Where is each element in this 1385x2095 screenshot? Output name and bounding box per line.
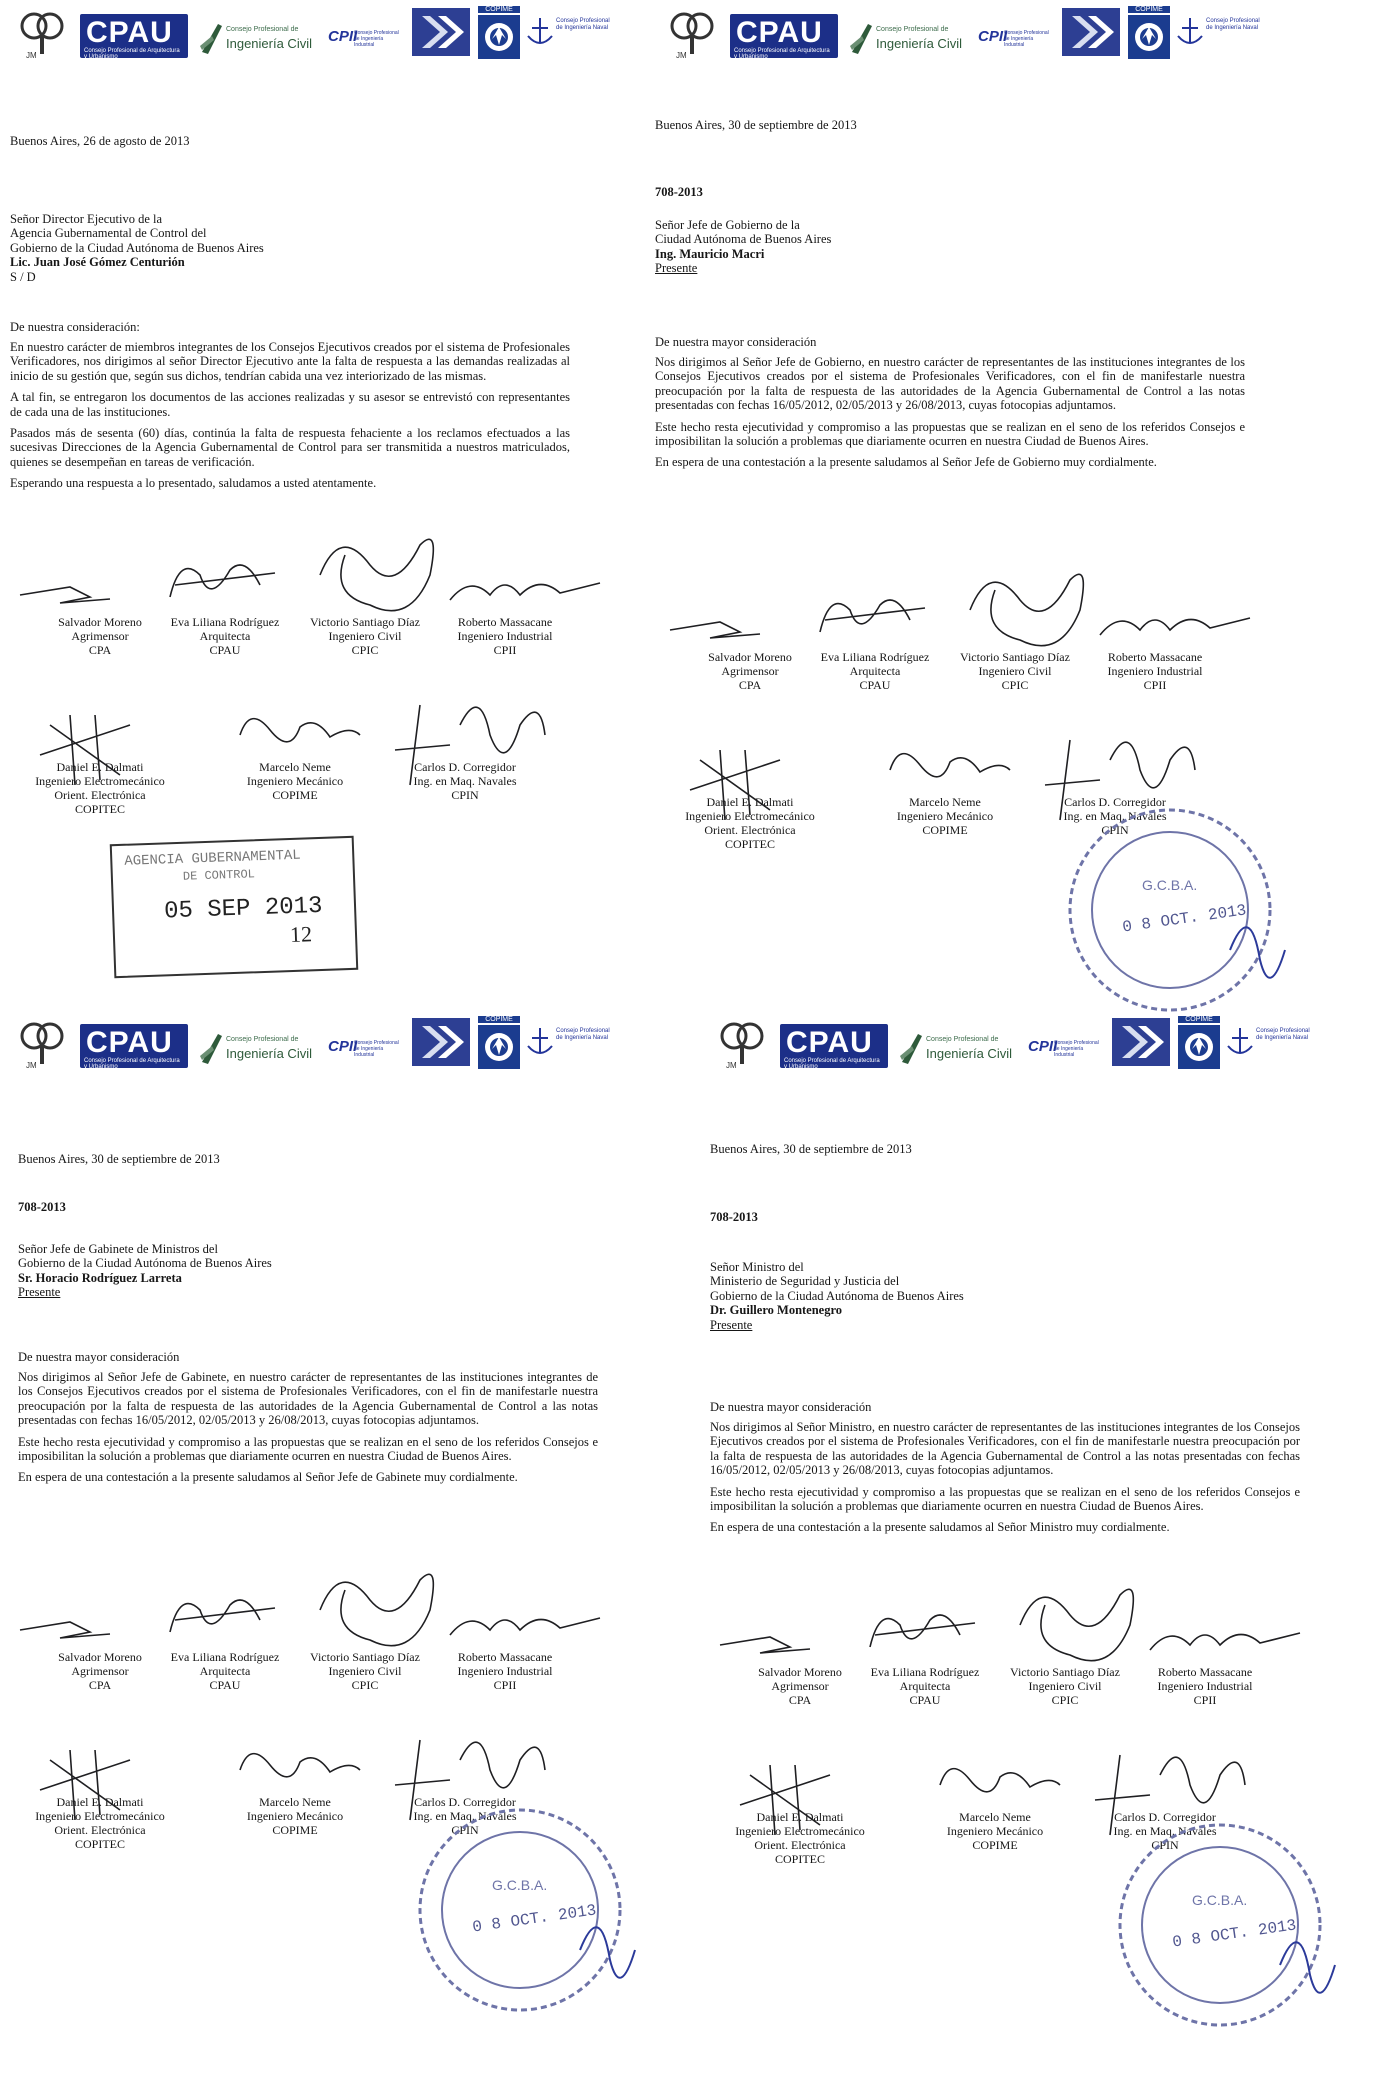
signatory-title: Agrimensor (71, 1664, 129, 1678)
letter-date: Buenos Aires, 30 de septiembre de 2013 (18, 1152, 220, 1166)
signatory-org: CPII (493, 1678, 517, 1692)
cpau-logo (80, 1016, 190, 1072)
copime-logo (478, 6, 522, 62)
signatory-title: Ingeniero Civil (328, 629, 402, 643)
letter-page (650, 0, 1342, 1047)
signature-stroke (170, 565, 275, 597)
signatory-org: CPII (1143, 678, 1167, 692)
signatory-org: COPIME (922, 823, 968, 837)
recipient-line: Señor Jefe de Gobierno de la (655, 218, 800, 232)
cpau-logo-text: CPAU (786, 1026, 873, 1059)
signature-stroke (320, 1574, 433, 1645)
signatory (395, 760, 535, 802)
arrows-logo (1112, 1016, 1174, 1072)
signatory-title: Ing. en Maq. Navales (413, 1809, 517, 1823)
letter-body (10, 340, 570, 498)
stamp-gcba-text: G.C.B.A. (1192, 1892, 1248, 1908)
signatory-name: Roberto Massacane (1157, 1665, 1253, 1679)
signatory (155, 1650, 295, 1692)
stamp-date: 0 8 OCT. 2013 (471, 1901, 598, 1937)
signatory-name: Victorio Santiago Díaz (310, 615, 420, 629)
signatory (435, 1650, 575, 1692)
cpic-logo-line2: Ingeniería Civil (926, 1046, 1012, 1061)
signatory-name: Victorio Santiago Díaz (310, 1650, 420, 1664)
naval-logo-text: Consejo Profesional de Ingeniería Naval (1256, 1028, 1310, 1041)
signature-stroke (720, 1637, 810, 1653)
signatory-name: Eva Liliana Rodríguez (870, 1665, 980, 1679)
signatory-name: Victorio Santiago Díaz (960, 650, 1070, 664)
letter-date: Buenos Aires, 26 de agosto de 2013 (10, 134, 190, 148)
signatory-title: Ingeniero Electromecánico (735, 1824, 865, 1838)
signature-stroke (820, 600, 925, 632)
signatory-org: COPITEC (74, 1837, 125, 1851)
body-paragraph: En espera de una contestación a la presente saludamos al Señor Jefe de Gabinete muy cordialmente. (18, 1470, 518, 1485)
signature-stroke (20, 587, 110, 603)
signatory-org: COPIME (972, 1838, 1018, 1852)
recipient-line: Señor Jefe de Gabinete de Ministros del (18, 1242, 218, 1256)
signatory-title: Ingeniero Civil (1028, 1679, 1102, 1693)
cpa-logo (668, 6, 728, 62)
cpa-logo (18, 6, 78, 62)
salutation: De nuestra mayor consideración (655, 335, 817, 349)
letterhead-logos (718, 1016, 1378, 1072)
letter-body (18, 1370, 598, 1492)
signature-stroke (1100, 618, 1250, 635)
signatory-org: CPIC (351, 1678, 379, 1692)
copime-logo-text: COPIME (478, 6, 520, 13)
signatory-org: COPITEC (724, 837, 775, 851)
signatory-org: CPIN (451, 1823, 479, 1837)
signatory-org: CPII (1193, 1693, 1217, 1707)
signatory-title: Ingeniero Electromecánico (35, 1809, 165, 1823)
cpic-logo (198, 1016, 318, 1072)
signatory-org: CPIC (1001, 678, 1029, 692)
letter-page (700, 1010, 1385, 2057)
signatory-title: Ingeniero Industrial (1107, 664, 1203, 678)
cpic-logo-line1: Consejo Profesional de (926, 1036, 999, 1043)
reference-number: 708-2013 (18, 1200, 66, 1214)
cpii-logo (1028, 1016, 1108, 1072)
letterhead-logos (668, 6, 1328, 62)
signatory-name: Salvador Moreno (758, 1665, 842, 1679)
svg-text:JM: JM (26, 1061, 37, 1070)
signatory-title: Agrimensor (71, 629, 129, 643)
signatory (680, 795, 820, 851)
signatory-title: Ingeniero Electromecánico (35, 774, 165, 788)
signature-stroke (450, 583, 600, 600)
cpii-logo (328, 6, 408, 62)
cpau-logo (80, 6, 190, 62)
recipient-block (655, 218, 1275, 276)
stamp-line1: AGENCIA GUBERNAMENTAL (124, 847, 301, 870)
signatory-title: Ingeniero Industrial (1157, 1679, 1253, 1693)
signatory-org: CPAU (909, 1693, 941, 1707)
arrows-logo (412, 1016, 474, 1072)
signatory-name: Eva Liliana Rodríguez (170, 615, 280, 629)
stamp-initials (1230, 927, 1285, 978)
signatory-name: Carlos D. Corregidor (1114, 1810, 1216, 1824)
signatory-org: CPIN (451, 788, 479, 802)
signatory-title: Arquitecta (199, 629, 251, 643)
letter-page (0, 0, 692, 1047)
signatory (995, 1665, 1135, 1707)
reference-number: 708-2013 (710, 1210, 758, 1224)
svg-text:JM: JM (26, 51, 37, 60)
signature-stroke (20, 1622, 110, 1638)
signatory-name: Roberto Massacane (457, 615, 553, 629)
signatory (680, 650, 820, 692)
body-paragraph: Pasados más de sesenta (60) días, continúa la falta de respuesta fehaciente a los reclamos efectuados a las sucesivas Direcciones de la Agencia Gubernamental de Control para ser transmitida a nuestros matriculados, quienes se desempeñan en tareas de verificación. (10, 426, 570, 469)
copime-logo (1178, 1016, 1222, 1072)
gcba-round-stamp (1110, 1815, 1350, 2055)
gcba-round-stamp (1060, 800, 1300, 1040)
signatory-name: Carlos D. Corregidor (414, 1795, 516, 1809)
recipient-name: Ing. Mauricio Macri (655, 246, 765, 261)
recipient-line: Agencia Gubernamental de Control del (10, 226, 207, 241)
signature-stroke (890, 754, 1010, 777)
cpic-logo (198, 6, 318, 62)
letterhead-logos (18, 6, 678, 62)
signatory-title: Ingeniero Mecánico (246, 1809, 344, 1823)
signatory-title: Arquitecta (849, 664, 901, 678)
gcba-round-stamp (410, 1800, 650, 2040)
signatory-org: COPIME (272, 788, 318, 802)
body-paragraph: En nuestro carácter de miembros integrantes de los Consejos Ejecutivos creados por el sistema de Profesionales Verificadores, nos dirigimos al señor Director Ejecutivo ante la falta de respuesta a las demandas realizadas al inicio de su gestión que, según sus dichos, tendrían cabida una vez interiorizado de las mismas. (10, 340, 570, 383)
recipient-line: Gobierno de la Ciudad Autónoma de Buenos Aires (710, 1288, 964, 1303)
cpau-logo (780, 1016, 890, 1072)
signatory-name: Marcelo Neme (259, 1795, 331, 1809)
recipient-name: Lic. Juan José Gómez Centurión (10, 255, 185, 270)
cpii-logo-text: CPII (978, 28, 1008, 45)
signature-stroke (170, 1600, 275, 1632)
signatory-name: Carlos D. Corregidor (1064, 795, 1166, 809)
svg-text:JM: JM (726, 1061, 737, 1070)
recipient-line: Gobierno de la Ciudad Autónoma de Buenos Aires (10, 240, 264, 255)
signatory (730, 1665, 870, 1707)
signatory-title: Ingeniero Mecánico (246, 774, 344, 788)
naval-logo (526, 6, 616, 62)
arrows-logo (1062, 6, 1124, 62)
signatory (925, 1810, 1065, 1852)
recipient-closing: S / D (10, 269, 36, 284)
signatory-org: CPA (788, 1693, 812, 1707)
signatory-org: CPA (88, 643, 112, 657)
cpic-logo-line2: Ingeniería Civil (226, 36, 312, 51)
signature-stroke (450, 1618, 600, 1635)
stamp-date: 0 8 OCT. 2013 (1171, 1916, 1298, 1952)
signatory-name: Daniel E. Dalmati (56, 760, 144, 774)
salutation: De nuestra consideración: (10, 320, 140, 334)
letter-page (0, 1010, 692, 2057)
signature-stroke (320, 539, 433, 610)
signatory (30, 1795, 170, 1851)
signatory (945, 650, 1085, 692)
signatory-name: Eva Liliana Rodríguez (170, 1650, 280, 1664)
copime-logo (478, 1016, 522, 1072)
recipient-closing: Presente (655, 261, 698, 276)
signatory (155, 615, 295, 657)
cpic-logo-line2: Ingeniería Civil (876, 36, 962, 51)
recipient-line: Ciudad Autónoma de Buenos Aires (655, 232, 832, 247)
signatory-title: Ingeniero Civil (978, 664, 1052, 678)
cpii-logo-subtitle: Consejo Profesional de Ingeniería Industrial (1054, 1040, 1099, 1058)
letter-body (710, 1420, 1300, 1542)
signatory (225, 1795, 365, 1837)
signature-stroke (870, 1615, 975, 1647)
body-paragraph: En espera de una contestación a la presente saludamos al Señor Jefe de Gobierno muy cordialmente. (655, 455, 1157, 470)
recipient-block (10, 212, 570, 284)
body-paragraph: Este hecho resta ejecutividad y compromiso a las propuestas que se realizan en el seno de los referidos Consejos e imposibilitan la solución a problemas que diariamente ocurren en nuestra Ciudad de Buenos Aires. (710, 1484, 1300, 1514)
recipient-closing: Presente (18, 1285, 61, 1300)
recipient-closing: Presente (710, 1317, 753, 1332)
signatory-title: Ingeniero Industrial (457, 1664, 553, 1678)
cpa-logo (18, 1016, 78, 1072)
signatory-title: Ing. en Maq. Navales (1113, 1824, 1217, 1838)
stamp-frame (110, 836, 359, 978)
signatory-org: CPA (738, 678, 762, 692)
signatory-org: CPAU (209, 1678, 241, 1692)
signature-stroke (1020, 1589, 1133, 1660)
signatory-name: Marcelo Neme (959, 1810, 1031, 1824)
signatory (225, 760, 365, 802)
body-paragraph: A tal fin, se entregaron los documentos de las acciones realizadas y su asesor se entrevistó con representantes de cada una de las instituciones. (10, 390, 570, 419)
cpic-logo-line1: Consejo Profesional de (876, 26, 949, 33)
signatory (875, 795, 1015, 837)
letter-body (655, 355, 1245, 477)
signatory-title: Ingeniero Mecánico (946, 1824, 1044, 1838)
cpii-logo-subtitle: Consejo Profesional de Ingeniería Industrial (354, 30, 399, 48)
cpau-logo-subtitle: Consejo Profesional de Arquitectura y Urbanismo (784, 1058, 880, 1070)
cpau-logo-text: CPAU (736, 16, 823, 49)
naval-logo-text: Consejo Profesional de Ingeniería Naval (556, 18, 610, 31)
cpii-logo (328, 1016, 408, 1072)
copime-logo (1128, 6, 1172, 62)
copime-logo-text: COPIME (478, 1016, 520, 1023)
recipient-lines (710, 1260, 1330, 1303)
signatory-title: Ing. en Maq. Navales (413, 774, 517, 788)
cpa-logo (718, 1016, 778, 1072)
cpii-logo-subtitle: Consejo Profesional de Ingeniería Industrial (354, 1040, 399, 1058)
signatory-org: COPIME (272, 1823, 318, 1837)
cpii-logo-text: CPII (328, 1038, 358, 1055)
stamp-initials (1280, 1942, 1335, 1993)
signatory (30, 1650, 170, 1692)
stamp-date: 05 SEP 2013 (163, 892, 323, 926)
signature-stroke (940, 1769, 1060, 1792)
signatory-title2: Orient. Electrónica (704, 823, 796, 837)
signatory-org: CPAU (859, 678, 891, 692)
signatory-title2: Orient. Electrónica (754, 1838, 846, 1852)
signatory-name: Daniel E. Dalmati (756, 1810, 844, 1824)
naval-logo (526, 1016, 616, 1072)
signatory-title2: Orient. Electrónica (54, 788, 146, 802)
signatory (1085, 650, 1225, 692)
signatory (295, 1650, 435, 1692)
signatory-title: Agrimensor (771, 1679, 829, 1693)
cpic-logo (898, 1016, 1018, 1072)
cpau-logo-text: CPAU (86, 1026, 173, 1059)
recipient-lines (655, 218, 1275, 247)
signatory-title2: Orient. Electrónica (54, 1823, 146, 1837)
signatory-org: CPIN (1101, 823, 1129, 837)
stamp-date: 0 8 OCT. 2013 (1121, 901, 1248, 937)
cpau-logo-subtitle: Consejo Profesional de Arquitectura y Urbanismo (84, 1058, 180, 1070)
recipient-line: Señor Ministro del (710, 1260, 804, 1274)
signatory-org: COPITEC (774, 1852, 825, 1866)
body-paragraph: Nos dirigimos al Señor Jefe de Gobierno, en nuestro carácter de representantes de las instituciones integrantes de los Consejos Ejecutivos creados por el sistema de Profesionales Verificadores, con el fin de manifestarle nuestra preocupación por la falta de respuesta de las autoridades de la Agencia Gubernamental de Control a las notas presentadas con fechas 16/05/2012, 02/05/2013 y 26/08/2013, cuyas fotocopias adjuntamos. (655, 355, 1245, 413)
cpic-logo (848, 6, 968, 62)
signatory (855, 1665, 995, 1707)
recipient-name: Dr. Guillero Montenegro (710, 1303, 843, 1318)
naval-logo-text: Consejo Profesional de Ingeniería Naval (1206, 18, 1260, 31)
letter-date: Buenos Aires, 30 de septiembre de 2013 (710, 1142, 912, 1156)
signatory (295, 615, 435, 657)
signatory-name: Roberto Massacane (1107, 650, 1203, 664)
letterhead-logos (18, 1016, 678, 1072)
signatory-title: Ing. en Maq. Navales (1063, 809, 1167, 823)
body-paragraph: En espera de una contestación a la presente saludamos al Señor Ministro muy cordialmente. (710, 1520, 1170, 1535)
body-paragraph: Este hecho resta ejecutividad y compromiso a las propuestas que se realizan en el seno de los referidos Consejos e imposibilitan la solución a problemas que diariamente ocurren en nuestra Ciudad de Buenos Aires. (655, 419, 1245, 449)
signatory-name: Daniel E. Dalmati (56, 1795, 144, 1809)
cpic-logo-line1: Consejo Profesional de (226, 1036, 299, 1043)
signatory-org: CPIC (351, 643, 379, 657)
cpau-logo (730, 6, 840, 62)
signatory-name: Victorio Santiago Díaz (1010, 1665, 1120, 1679)
signatory (30, 615, 170, 657)
signature-stroke (970, 574, 1083, 645)
signatory (435, 615, 575, 657)
svg-text:JM: JM (676, 51, 687, 60)
cpii-logo-subtitle: Consejo Profesional de Ingeniería Industrial (1004, 30, 1049, 48)
recipient-line: Señor Director Ejecutivo de la (10, 212, 163, 226)
signatory-name: Salvador Moreno (708, 650, 792, 664)
signatory (805, 650, 945, 692)
cpau-logo-subtitle: Consejo Profesional de Arquitectura y Urbanismo (84, 48, 180, 60)
signatory-name: Roberto Massacane (457, 1650, 553, 1664)
naval-logo (1176, 6, 1266, 62)
signatory (1135, 1665, 1275, 1707)
signatory-title: Ingeniero Mecánico (896, 809, 994, 823)
body-paragraph: Nos dirigimos al Señor Jefe de Gabinete, en nuestro carácter de representantes de las instituciones integrantes de los Consejos Ejecutivos creados por el sistema de Profesionales Verificadores, con el fin de manifestarle nuestra preocupación por la falta de respuesta de las autoridades de la Agencia Gubernamental de Control a las notas presentadas con fechas 16/05/2012, 02/05/2013 y 26/08/2013, cuyas fotocopias adjuntamos. (18, 1370, 598, 1428)
arrows-logo (412, 6, 474, 62)
signatory-title: Arquitecta (899, 1679, 951, 1693)
salutation: De nuestra mayor consideración (18, 1350, 180, 1364)
cpic-logo-line1: Consejo Profesional de (226, 26, 299, 33)
signatory-name: Marcelo Neme (909, 795, 981, 809)
stamp-line2: DE CONTROL (182, 867, 256, 884)
signatory (30, 760, 170, 816)
signature-stroke (240, 719, 360, 742)
signature-stroke (1150, 1633, 1300, 1650)
signatory-title: Ingeniero Civil (328, 1664, 402, 1678)
signatory-name: Daniel E. Dalmati (706, 795, 794, 809)
recipient-lines (10, 212, 570, 255)
signatory-org: CPIN (1151, 1838, 1179, 1852)
signatory-name: Carlos D. Corregidor (414, 760, 516, 774)
salutation: De nuestra mayor consideración (710, 1400, 872, 1414)
signatory-org: CPA (88, 1678, 112, 1692)
signatory-title: Agrimensor (721, 664, 779, 678)
signatory-title: Ingeniero Industrial (457, 629, 553, 643)
letter-date: Buenos Aires, 30 de septiembre de 2013 (655, 118, 857, 132)
signatory-name: Eva Liliana Rodríguez (820, 650, 930, 664)
recipient-line: Gobierno de la Ciudad Autónoma de Buenos Aires (18, 1256, 272, 1271)
copime-logo-text: COPIME (1178, 1016, 1220, 1023)
body-paragraph: Este hecho resta ejecutividad y compromiso a las propuestas que se realizan en el seno de los referidos Consejos e imposibilitan la solución a problemas que diariamente ocurren en nuestra Ciudad de Buenos Aires. (18, 1434, 598, 1464)
cpii-logo-text: CPII (328, 28, 358, 45)
signatory-org: COPITEC (74, 802, 125, 816)
signatory (730, 1810, 870, 1866)
signatory-org: CPAU (209, 643, 241, 657)
recipient-line: Ministerio de Seguridad y Justicia del (710, 1274, 900, 1289)
cpii-logo (978, 6, 1058, 62)
signatory-title: Arquitecta (199, 1664, 251, 1678)
recipient-name: Sr. Horacio Rodríguez Larreta (18, 1270, 182, 1285)
recipient-lines (18, 1242, 618, 1271)
signatory-name: Salvador Moreno (58, 1650, 142, 1664)
reference-number: 708-2013 (655, 185, 703, 199)
signatory-org: CPIC (1051, 1693, 1079, 1707)
signatory-org: CPII (493, 643, 517, 657)
cpii-logo-text: CPII (1028, 1038, 1058, 1055)
signatory-title: Ingeniero Electromecánico (685, 809, 815, 823)
recipient-block (710, 1260, 1330, 1332)
signatory-name: Marcelo Neme (259, 760, 331, 774)
cpau-logo-text: CPAU (86, 16, 173, 49)
stamp-gcba-text: G.C.B.A. (492, 1877, 548, 1893)
stamp-handwritten-number: 12 (289, 921, 313, 948)
cpic-logo-line2: Ingeniería Civil (226, 1046, 312, 1061)
recipient-block (18, 1242, 618, 1300)
naval-logo (1226, 1016, 1316, 1072)
cpau-logo-subtitle: Consejo Profesional de Arquitectura y Urbanismo (734, 48, 830, 60)
signatory-name: Salvador Moreno (58, 615, 142, 629)
stamp-initials (580, 1927, 635, 1978)
signature-stroke (670, 622, 760, 638)
copime-logo-text: COPIME (1128, 6, 1170, 13)
signature-stroke (240, 1754, 360, 1777)
naval-logo-text: Consejo Profesional de Ingeniería Naval (556, 1028, 610, 1041)
body-paragraph: Esperando una respuesta a lo presentado, saludamos a usted atentamente. (10, 476, 377, 491)
stamp-gcba-text: G.C.B.A. (1142, 877, 1198, 893)
body-paragraph: Nos dirigimos al Señor Ministro, en nuestro carácter de representantes de las instituciones integrantes de los Consejos Ejecutivos creados por el sistema de Profesionales Verificadores, con el fin de manifestarle nuestra preocupación por la falta de respuesta de las autoridades de la Agencia Gubernamental de Control a las notas presentadas con fechas 16/05/2012, 02/05/2013 y 26/08/2013, cuyas fotocopias adjuntamos. (710, 1420, 1300, 1478)
